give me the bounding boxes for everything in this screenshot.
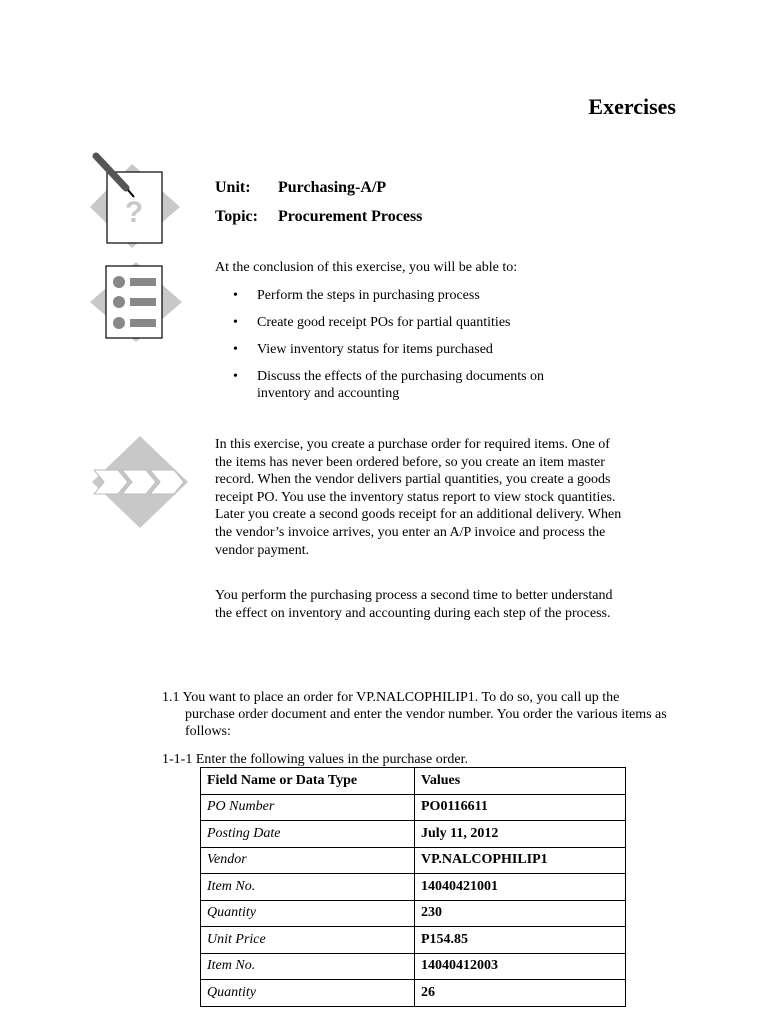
table-header-row — [201, 768, 626, 795]
table-row — [201, 953, 626, 980]
list-item: • View inventory status for items purchased — [215, 341, 615, 358]
unit-label: Unit: — [215, 179, 251, 196]
column-header: Field Name or Data Type — [201, 768, 415, 795]
value-cell: 14040412003 — [415, 953, 626, 980]
objectives-list-icon — [88, 258, 184, 344]
task-line: You want to place an order for VP.NALCOPHILIP1. To do so, you call up the — [182, 690, 620, 705]
table-row — [201, 900, 626, 927]
unit-row — [215, 179, 386, 197]
exercise-question-icon — [88, 150, 184, 248]
task-description — [162, 689, 692, 740]
value-cell: VP.NALCOPHILIP1 — [415, 847, 626, 874]
task-number: 1.1 — [162, 690, 180, 705]
field-name-cell: Quantity — [201, 900, 415, 927]
field-name-cell: Item No. — [201, 953, 415, 980]
subtask-instruction: 1-1-1 Enter the following values in the purchase order. — [162, 752, 468, 767]
scenario-paragraph: In this exercise, you create a purchase order for required items. One of the items has never been ordered before, so you create an item master record. When the vendor delivers partial quantities, you create a goods receipt PO. You use the inventory status report to view stock quantities. Later you create a second goods receipt for an additional delivery. When the vendor’s invoice arrives, you enter an A/P invoice and process the vendor payment. — [215, 437, 622, 558]
value-cell: 14040421001 — [415, 874, 626, 901]
unit-value: Purchasing-A/P — [278, 179, 387, 196]
table-row — [201, 980, 626, 1007]
topic-label: Topic: — [215, 208, 258, 225]
process-arrows-icon — [88, 434, 200, 530]
list-item: • Perform the steps in purchasing process — [215, 287, 615, 304]
field-name-cell: Unit Price — [201, 927, 415, 954]
objectives-intro: At the conclusion of this exercise, you will be able to: — [215, 260, 518, 275]
task-line: purchase order document and enter the vendor number. You order the various items as follows: — [185, 707, 667, 739]
svg-text:?: ? — [124, 196, 144, 229]
value-cell: 230 — [415, 900, 626, 927]
column-header: Values — [415, 768, 626, 795]
values-table — [200, 767, 626, 1007]
field-name-cell: PO Number — [201, 794, 415, 821]
topic-row — [215, 208, 422, 226]
table-row — [201, 927, 626, 954]
field-name-cell: Vendor — [201, 847, 415, 874]
scenario-paragraph: You perform the purchasing process a second time to better understand the effect on inventory and accounting during each step of the process. — [215, 588, 613, 621]
list-item: • Create good receipt POs for partial quantities — [215, 314, 615, 331]
field-name-cell: Item No. — [201, 874, 415, 901]
value-cell: 26 — [415, 980, 626, 1007]
value-cell: P154.85 — [415, 927, 626, 954]
field-name-cell: Posting Date — [201, 821, 415, 848]
page-heading: Exercises — [588, 94, 676, 119]
value-cell: July 11, 2012 — [415, 821, 626, 848]
topic-value: Procurement Process — [278, 208, 423, 225]
table-row — [201, 794, 626, 821]
field-name-cell: Quantity — [201, 980, 415, 1007]
objectives-list — [215, 287, 615, 412]
table-row — [201, 821, 626, 848]
value-cell: PO0116611 — [415, 794, 626, 821]
table-row — [201, 847, 626, 874]
list-item: • Discuss the effects of the purchasing documents on inventory and accounting — [215, 368, 577, 402]
table-row — [201, 874, 626, 901]
